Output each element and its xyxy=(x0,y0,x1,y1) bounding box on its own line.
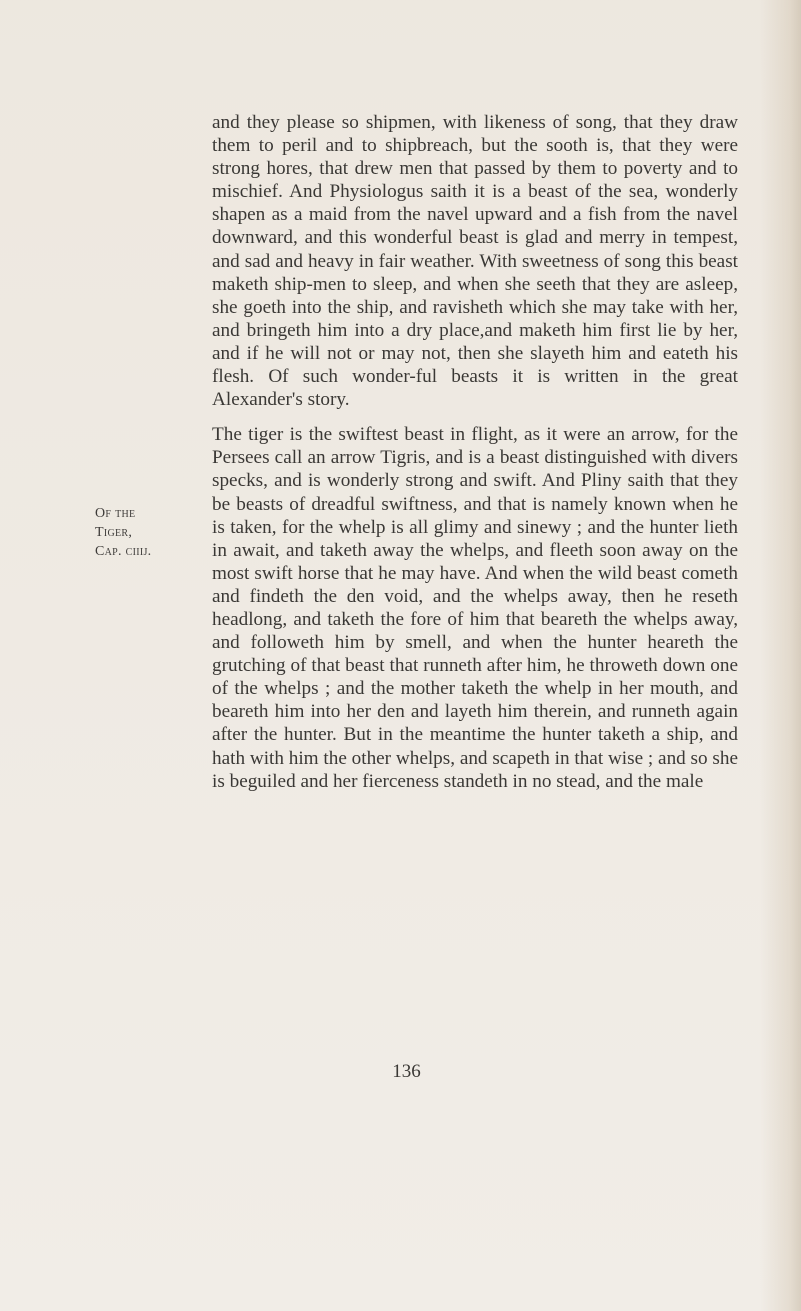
page-number: 136 xyxy=(392,1061,421,1082)
margin-note xyxy=(95,504,195,561)
body-text xyxy=(212,111,738,793)
paragraph-siren: and they please so shipmen, with likeness of song, that they draw them to peril and to shipbreach, but the sooth is, that they were strong hores, that drew men that passed by them to poverty and to mischief. And Physiologus saith it is a beast of the sea, wonderly shapen as a maid from the navel upward and a fish from the navel downward, and this wonderful beast is glad and merry in tempest, and sad and heavy in fair weather. With sweetness of song this beast maketh ship-men to sleep, and when she seeth that they are asleep, she goeth into the ship, and ravisheth which she may take with her, and bringeth him into a dry place,and maketh him first lie by her, and if he will not or may not, then she slayeth him and eateth his flesh. Of such wonder-ful beasts it is written in the great Alexander's story. xyxy=(212,112,738,411)
margin-note-line-1: Of the xyxy=(95,506,136,521)
paragraph-tiger: The tiger is the swiftest beast in flight, as it were an arrow, for the Persees call an arrow Tigris, and is a beast distinguished with divers specks, and is wonderly strong and swift. And Pliny saith that they be beasts of dreadful swiftness, and that is namely known when he is taken, for the whelp is all glimy and sinewy ; and the hunter lieth in await, and taketh away the whelps, and fleeth soon away on the most swift horse that he may have. And when the wild beast cometh and findeth the den void, and the whelps away, then he reseth headlong, and taketh the fore of him that beareth the whelps away, and followeth him by smell, and when the hunter heareth the grutching of that beast that runneth after him, he throweth down one of the whelps ; and the mother taketh the whelp in her mouth, and beareth him into her den and layeth him therein, and runneth again after the hunter. But in the meantime the hunter taketh a ship, and hath with him the other whelps, and scapeth in that wise ; and so she is beguiled and her fierceness standeth in no stead, and the male xyxy=(212,424,738,792)
margin-note-line-3: Cap. ciiij. xyxy=(95,544,152,559)
margin-note-line-2: Tiger, xyxy=(95,525,133,540)
